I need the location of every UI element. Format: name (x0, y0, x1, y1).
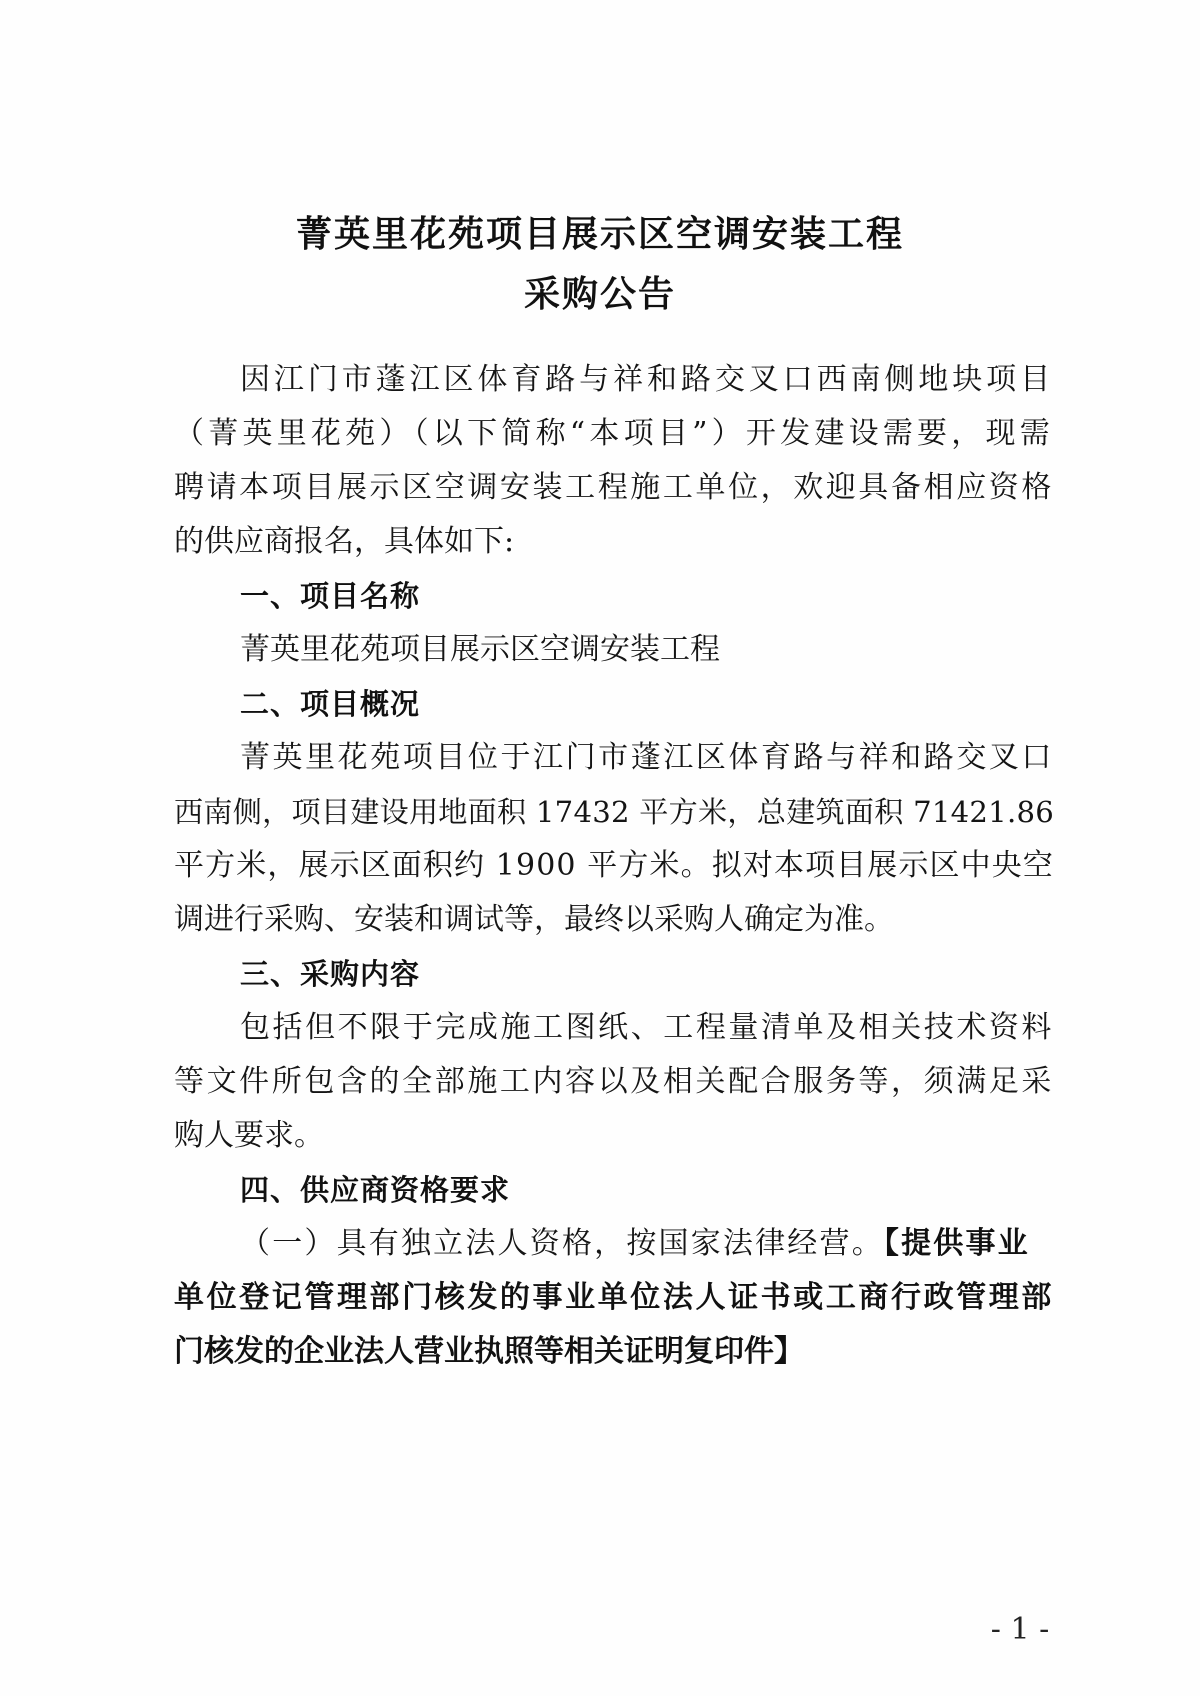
intro-text-2: （菁英里花苑）（以下简称“本项目”）开发建设需要，现需 (174, 416, 1054, 451)
overview-text-1: 菁英里花苑项目位于江门市蓬江区体育路与祥和路交叉口 (240, 740, 1054, 775)
project-name-text: 菁英里花苑项目展示区空调安装工程 (240, 632, 720, 667)
overview-line-1 (240, 738, 1054, 778)
content-line-2 (174, 1062, 1054, 1102)
section-heading-procurement-content: 三、采购内容 (240, 957, 421, 991)
document-title: 菁英里花苑项目展示区空调安装工程 (295, 214, 904, 255)
content-text-3: 购人要求。 (174, 1118, 324, 1153)
intro-text-4: 的供应商报名，具体如下: (174, 524, 515, 559)
section-heading-supplier-qualifications: 四、供应商资格要求 (240, 1173, 511, 1207)
intro-line-2 (174, 414, 1054, 454)
qualification-bold-2: 单位登记管理部门核发的事业单位法人证书或工商行政管理部 (174, 1280, 1054, 1315)
overview-line-3 (174, 846, 1054, 886)
intro-text-3: 聘请本项目展示区空调安装工程施工单位，欢迎具备相应资格 (174, 470, 1054, 505)
page-number: - 1 - (990, 1612, 1050, 1647)
overview-line-2 (174, 792, 1054, 832)
overview-text-4: 调进行采购、安装和调试等，最终以采购人确定为准。 (174, 902, 894, 937)
project-name-line (240, 630, 1054, 670)
qualification-bold-3: 门核发的企业法人营业执照等相关证明复印件】 (174, 1334, 804, 1369)
qualification-line-3 (174, 1332, 1054, 1372)
qualification-line-2 (174, 1278, 1054, 1318)
intro-line-1 (240, 360, 1054, 400)
qualification-text-1: （一）具有独立法人资格，按国家法律经营。 (240, 1226, 884, 1261)
section-heading-overview: 二、项目概况 (240, 687, 421, 721)
content-line-3 (174, 1116, 1054, 1156)
intro-line-4 (174, 522, 1054, 562)
content-text-1: 包括但不限于完成施工图纸、工程量清单及相关技术资料 (240, 1010, 1054, 1045)
qualification-line-1-wrap (240, 1224, 1030, 1264)
document-subtitle: 采购公告 (523, 274, 676, 315)
intro-line-3 (174, 468, 1054, 508)
overview-text-3: 平方米，展示区面积约 1900 平方米。拟对本项目展示区中央空 (174, 848, 1054, 883)
content-line-1 (240, 1008, 1054, 1048)
overview-line-4 (174, 900, 1054, 940)
qualification-line-1 (240, 1224, 1054, 1264)
intro-text-1: 因江门市蓬江区体育路与祥和路交叉口西南侧地块项目 (240, 362, 1054, 397)
overview-text-2: 西南侧，项目建设用地面积 17432 平方米，总建筑面积 71421.86 (174, 795, 1054, 829)
content-text-2: 等文件所包含的全部施工内容以及相关配合服务等，须满足采 (174, 1064, 1054, 1099)
section-heading-project-name: 一、项目名称 (240, 579, 421, 613)
qualification-bold-1: 【提供事业 (883, 1226, 1030, 1261)
